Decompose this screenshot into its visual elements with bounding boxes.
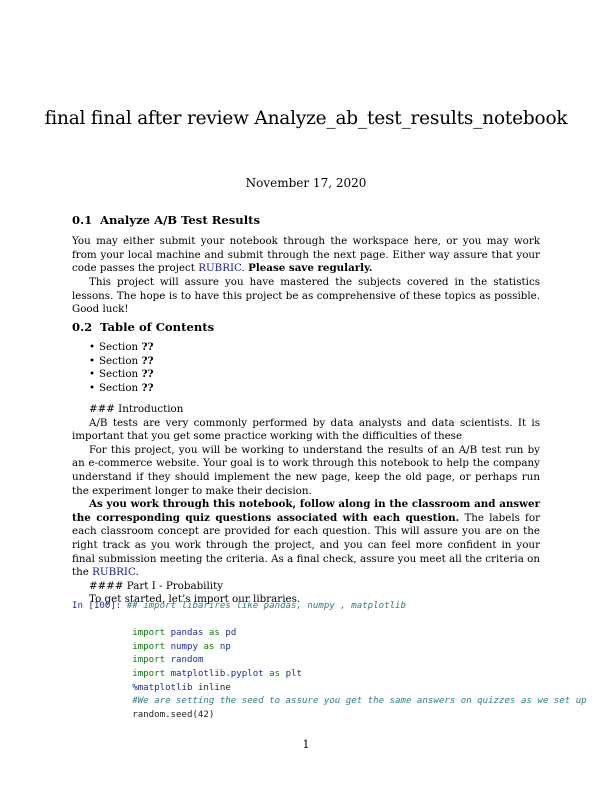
part-heading: #### Part I - Probability bbox=[89, 579, 224, 592]
bold-text: Please save regularly. bbox=[248, 262, 373, 275]
bullet-icon: • bbox=[89, 354, 96, 367]
rubric-link[interactable]: RUBRIC bbox=[198, 262, 242, 275]
bullet-icon: • bbox=[89, 368, 96, 381]
rubric-link[interactable]: RUBRIC bbox=[92, 566, 136, 579]
paragraph-submit: You may either submit your notebook through the workspace here, or you may work from your local machine and submit through the next page. Either way assure that your code passes the project RUBRIC. Please save regularly. bbox=[72, 235, 540, 275]
section-number: 0.2 bbox=[72, 320, 93, 334]
start-paragraph: To get started, let’s import our libraries. bbox=[89, 593, 301, 606]
section-number: 0.1 bbox=[72, 213, 93, 227]
section-heading-analyze bbox=[72, 213, 260, 227]
code-comment: #We are setting the seed to assure you get the same answers on quizzes as we set up bbox=[132, 696, 587, 707]
table-of-contents bbox=[72, 341, 154, 395]
section-title: Table of Contents bbox=[100, 320, 215, 334]
toc-item[interactable]: • Section ?? bbox=[89, 381, 154, 394]
section-title: Analyze A/B Test Results bbox=[100, 213, 260, 227]
document-title: final final after review Analyze_ab_test_results_notebook bbox=[44, 108, 568, 129]
bullet-icon: • bbox=[89, 341, 96, 353]
intro-paragraph: A/B tests are very commonly performed by data analysts and data scientists. It is important that you get some practice working with the difficulties of these bbox=[72, 416, 540, 443]
code-comment: ## import libarires like pandas, numpy , matplotlib bbox=[126, 601, 406, 611]
toc-item[interactable]: • Section ?? bbox=[89, 341, 154, 353]
instruction-paragraph: The labels for each classroom concept are provided for each question. This will assure you are on the right track as you work through the project, and you can feel more confident in your final submission meeting the criteria. As a final check, assure you meet all the criteria on the bbox=[72, 511, 540, 579]
bullet-icon: • bbox=[89, 381, 96, 394]
paragraph-mastery bbox=[72, 276, 540, 317]
bold-instruction: As you work through this notebook, follow along in the classroom and answer the corresponding quiz questions associated with each question. bbox=[72, 498, 540, 524]
document-date: November 17, 2020 bbox=[245, 176, 367, 190]
intro-heading: ### Introduction bbox=[89, 403, 184, 415]
intro-block: ### Introduction A/B tests are very commonly performed by data analysts and data scientists. It is important that you get some practice working with the difficulties of these For this project, you will be working to understand the results of an A/B test run by an e-commerce website. Your goal is to work through this notebook to help the company understand if they should implement the new page, keep the old page, or perhaps run the experiment longer to make their decision. As you work through this notebook, follow along in the classroom and answer the corresponding quiz questions associated with each question. The labels for each classroom concept are provided for each question. This will assure you are on the right track as you work through the project, and you can feel more confident in your final submission meeting the criteria. As a final check, assure you meet all the criteria on the RUBRIC. #### Part I - Probability To get started, let’s import our libraries. bbox=[72, 403, 540, 606]
code-cell[interactable]: In [100]: ## import libarires like pandas, numpy , matplotlib import pandas as pd import numpy as np import random import matplotlib.pyplot as plt %matplotlib inline #We are setting the seed to assure you get the same answers on quizzes as we set up random.seed(42) bbox=[72, 601, 587, 720]
section-heading-toc bbox=[72, 320, 214, 334]
project-paragraph: For this project, you will be working to understand the results of an A/B test run by an e-commerce website. Your goal is to work through this notebook to help the company understand if they should implement the new page, keep the old page, or perhaps run the experiment longer to make their decision. bbox=[72, 443, 540, 497]
toc-item[interactable]: • Section ?? bbox=[89, 368, 154, 381]
toc-item[interactable]: • Section ?? bbox=[89, 354, 154, 367]
paragraph-text: You may either submit your notebook through the workspace here, or you may work from your local machine and submit through the next page. Either way assure that your code passes the project bbox=[72, 235, 540, 275]
cell-prompt: In [100]: bbox=[72, 601, 122, 611]
paragraph-text: This project will assure you have mastered the subjects covered in the statistics lessons. The hope is to have this project be as comprehensive of these topics as possible. Good luck! bbox=[72, 276, 540, 316]
page-number: 1 bbox=[302, 738, 310, 751]
